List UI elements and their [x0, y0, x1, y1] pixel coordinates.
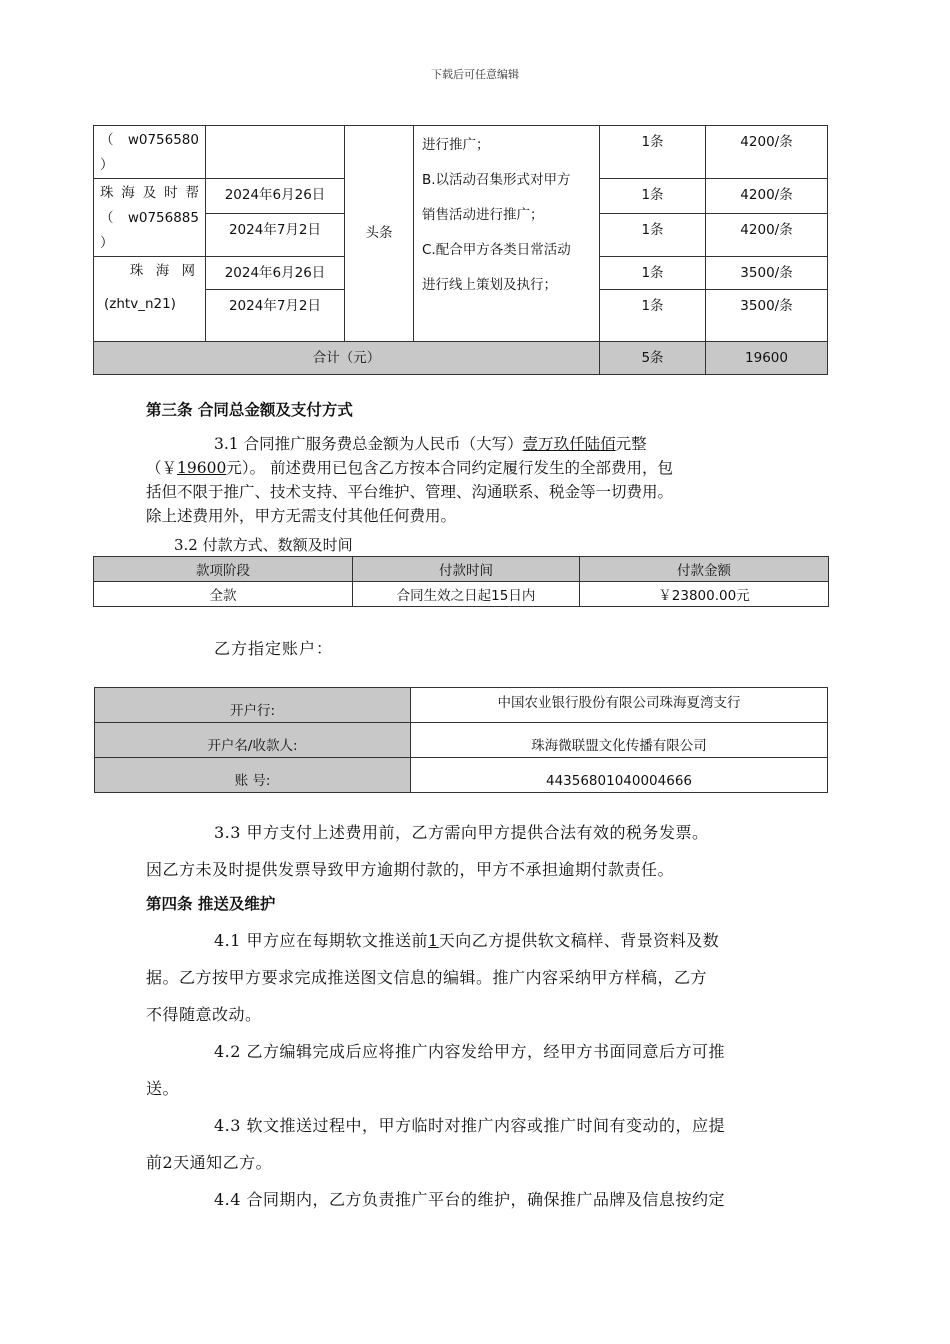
column-header: 付款时间 [353, 557, 580, 582]
media-table [93, 125, 828, 375]
table-row [95, 758, 828, 793]
account-number-label: 账 号: [95, 758, 411, 793]
section-4-body [146, 922, 826, 1218]
text-line: 除上述费用外，甲方无需支付其他任何费用。 [146, 507, 457, 525]
text-line: 不得随意改动。 [146, 1005, 262, 1024]
text-line: 4.2 乙方编辑完成后应将推广内容发给甲方，经甲方书面同意后方可推 [214, 1042, 726, 1061]
table-cell: 全款 [94, 582, 353, 607]
table-cell: ￥23800.00元 [580, 582, 829, 607]
total-count: 5条 [600, 342, 706, 375]
account-name-value: 珠海微联盟文化传播有限公司 [411, 723, 828, 758]
content-line: 销售活动进行推广； [422, 207, 544, 223]
content-line: C.配合甲方各类日常活动 [422, 242, 571, 258]
date-cell: 2024年7月2日 [206, 290, 345, 342]
account-table [94, 687, 828, 793]
text-line [146, 922, 826, 959]
paragraph-3-3 [146, 814, 826, 888]
date-cell: 2024年7月2日 [206, 213, 345, 256]
text-span: 3.1 合同推广服务费总金额为人民币（大写） [214, 435, 523, 453]
table-header-row [94, 557, 829, 582]
column-header: 款项阶段 [94, 557, 353, 582]
media-cell [94, 179, 206, 257]
text-line: 4.4 合同期内，乙方负责推广平台的维护，确保推广品牌及信息按约定 [214, 1190, 726, 1209]
total-amount: 19600 [706, 342, 828, 375]
text-span: （￥ [146, 459, 178, 477]
media-handle: (zhtv_n21) [104, 296, 176, 312]
amount-words: 壹万玖仟陆佰 [522, 435, 616, 453]
content-line: 进行推广； [422, 137, 490, 153]
text-line: 3.3 甲方支付上述费用前，乙方需向甲方提供合法有效的税务发票。 [214, 823, 709, 842]
text-line: 因乙方未及时提供发票导致甲方逾期付款的，甲方不承担逾期付款责任。 [146, 860, 675, 879]
count-cell: 1条 [600, 290, 706, 342]
date-cell: 2024年6月26日 [206, 179, 345, 214]
table-cell: 合同生效之日起15日内 [353, 582, 580, 607]
count-cell: 1条 [600, 257, 706, 290]
bank-label: 开户行: [95, 688, 411, 723]
total-label: 合计（元） [94, 342, 600, 375]
media-name: （ w0756580 ） [100, 132, 199, 173]
text-span: 元）。 前述费用已包含乙方按本合同约定履行发生的全部费用，包 [226, 459, 674, 477]
price-cell: 3500/条 [706, 290, 828, 342]
text-line: 送。 [146, 1079, 180, 1098]
text-line: 4.3 软文推送过程中，甲方临时对推广内容或推广时间有变动的，应提 [214, 1116, 726, 1135]
table-row [95, 688, 828, 723]
section-heading: 第三条 合同总金额及支付方式 [146, 400, 353, 419]
content-line: B.以活动召集形式对甲方 [422, 172, 571, 188]
count-cell: 1条 [600, 126, 706, 179]
text-line: 前2天通知乙方。 [146, 1153, 273, 1172]
amount-number: 19600 [177, 459, 227, 477]
paragraph-3-1 [146, 432, 826, 528]
text-line: 括但不限于推广、技术支持、平台维护、管理、沟通联系、税金等一切费用。 [146, 483, 674, 501]
content-cell [414, 126, 600, 342]
media-cell [94, 126, 206, 179]
text-line [146, 432, 826, 456]
content-line: 进行线上策划及执行； [422, 277, 557, 293]
price-cell: 4200/条 [706, 213, 828, 256]
count-cell: 1条 [600, 179, 706, 214]
price-cell: 4200/条 [706, 126, 828, 179]
text-line: 据。乙方按甲方要求完成推送图文信息的编辑。推广内容采纳甲方样稿，乙方 [146, 968, 708, 987]
table-row [95, 723, 828, 758]
text-line [146, 456, 826, 480]
column-header: 付款金额 [580, 557, 829, 582]
date-cell [206, 126, 345, 179]
date-cell: 2024年6月26日 [206, 257, 345, 290]
price-cell: 4200/条 [706, 179, 828, 214]
media-name: 珠 海 及 时 帮 （ w0756885 ） [100, 185, 199, 251]
count-cell: 1条 [600, 213, 706, 256]
price-cell: 3500/条 [706, 257, 828, 290]
account-number-value: 44356801040004666 [411, 758, 828, 793]
position-cell: 头条 [345, 126, 414, 342]
header-note: 下载后可任意编辑 [431, 68, 519, 81]
table-row [94, 126, 828, 179]
account-intro: 乙方指定账户： [214, 639, 334, 658]
section-heading: 第四条 推送及维护 [146, 894, 276, 913]
payment-table [93, 556, 829, 607]
media-cell [94, 257, 206, 342]
paragraph-3-2: 3.2 付款方式、数额及时间 [174, 536, 353, 554]
account-name-label: 开户名/收款人: [95, 723, 411, 758]
total-row [94, 342, 828, 375]
text-span: 天向乙方提供软文稿样、背景资料及数 [438, 931, 720, 950]
text-span: 元整 [615, 435, 647, 453]
table-row [94, 582, 829, 607]
days-value: 1 [428, 931, 439, 950]
bank-value: 中国农业银行股份有限公司珠海夏湾支行 [411, 688, 828, 723]
text-span: 4.1 甲方应在每期软文推送前 [214, 931, 429, 950]
media-name: 珠 海 网 [129, 263, 199, 279]
